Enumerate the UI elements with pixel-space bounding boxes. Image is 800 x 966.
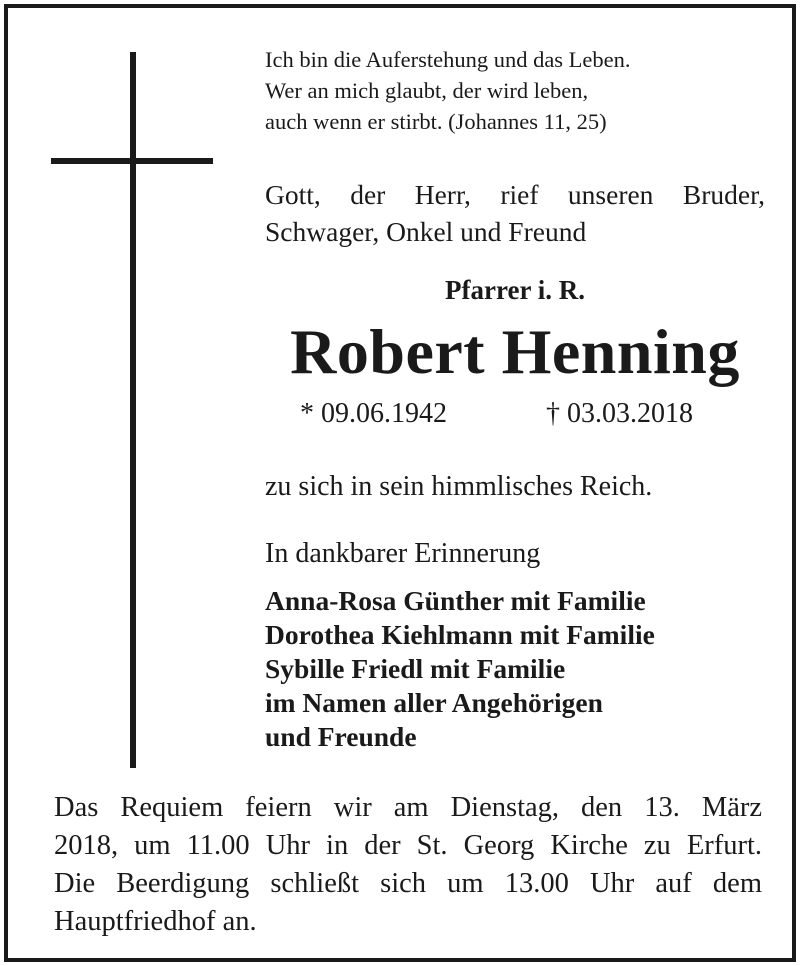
- intro-line: Schwager, Onkel und Freund: [265, 216, 587, 247]
- verse-line: Ich bin die Auferstehung und das Leben.: [265, 47, 631, 72]
- signer-line: im Namen aller Angehörigen: [265, 687, 603, 718]
- requiem-line: 2018, um 11.00 Uhr in der St. Georg Kirche zu Erfurt.: [54, 830, 762, 861]
- requiem-line: Die Beerdigung schließt sich um 13.00 Uhr auf dem: [54, 868, 762, 899]
- cross-icon-crossbar: [51, 158, 213, 164]
- intro-text: [265, 176, 765, 250]
- signer-line: Dorothea Kiehlmann mit Familie: [265, 619, 655, 650]
- signer-line: Sybille Friedl mit Familie: [265, 653, 566, 684]
- deceased-name: Robert Henning: [290, 316, 740, 387]
- bible-verse: [265, 44, 631, 137]
- signer-line: Anna-Rosa Günther mit Familie: [265, 585, 646, 616]
- signers-list: [265, 584, 655, 754]
- obituary-frame: [4, 4, 796, 962]
- requiem-notice: [54, 789, 762, 941]
- deceased-title: Pfarrer i. R.: [445, 275, 585, 305]
- death-date: † 03.03.2018: [546, 398, 693, 429]
- requiem-line: Das Requiem feiern wir am Dienstag, den 13. März: [54, 792, 762, 823]
- memory-line: In dankbarer Erinnerung: [265, 538, 541, 569]
- birth-date: * 09.06.1942: [300, 398, 447, 429]
- closing-line: zu sich in sein himmlisches Reich.: [265, 471, 653, 502]
- verse-line: auch wenn er stirbt. (Johannes 11, 25): [265, 109, 607, 134]
- intro-line: Gott, der Herr, rief unseren Bruder,: [265, 179, 765, 210]
- requiem-line: Hauptfriedhof an.: [54, 906, 257, 937]
- signer-line: und Freunde: [265, 721, 417, 752]
- verse-line: Wer an mich glaubt, der wird leben,: [265, 78, 589, 103]
